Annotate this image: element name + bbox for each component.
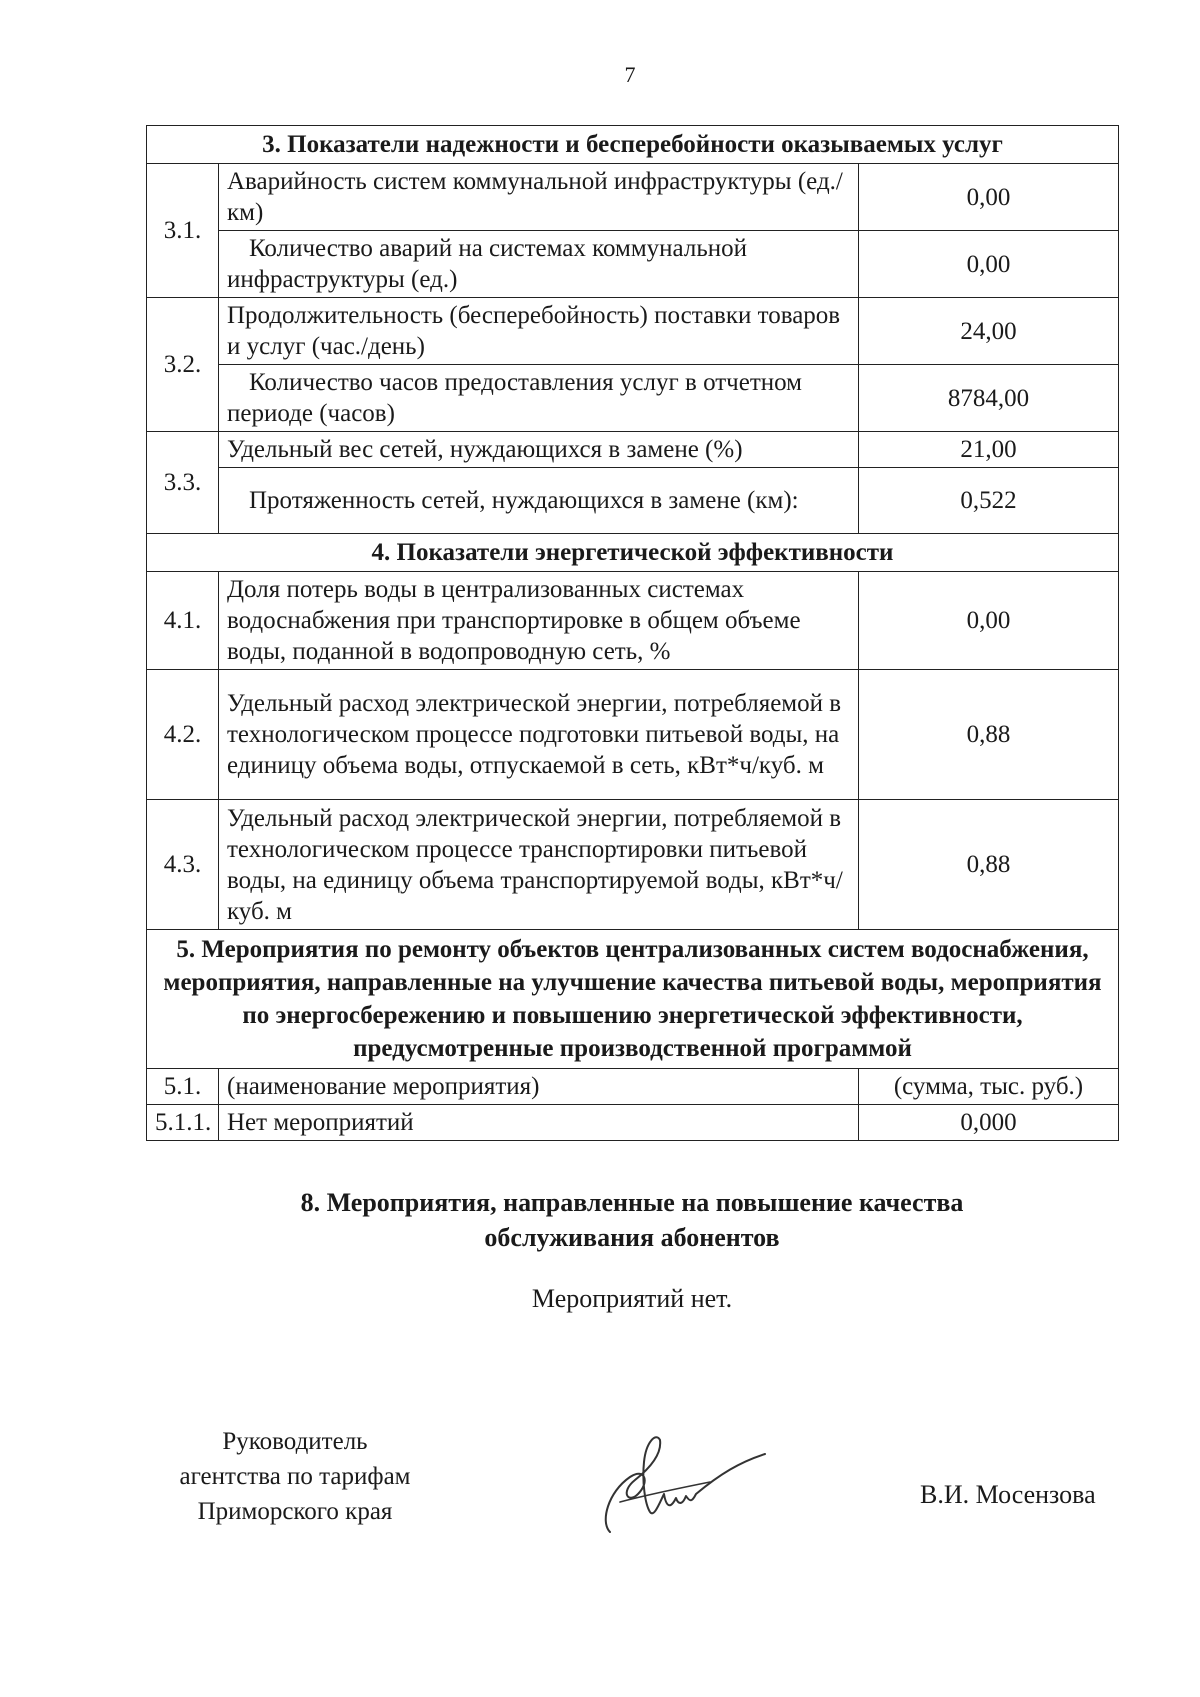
row-number: 5.1. bbox=[147, 1069, 219, 1105]
section-8-title bbox=[146, 1185, 1118, 1255]
table-row bbox=[147, 1105, 1119, 1141]
handwritten-signature bbox=[590, 1432, 770, 1542]
row-label: Доля потерь воды в централизованных системах водоснабжения при транспортировке в общем объеме воды, поданной в водопроводную сеть, % bbox=[219, 572, 859, 670]
table-row bbox=[147, 231, 1119, 298]
section-8-title-line: 8. Мероприятия, направленные на повышение качества bbox=[300, 1188, 964, 1217]
row-value: (сумма, тыс. руб.) bbox=[859, 1069, 1119, 1105]
row-value: 0,00 bbox=[859, 164, 1119, 231]
row-number: 3.2. bbox=[147, 298, 219, 432]
table-row bbox=[147, 670, 1119, 800]
row-number: 4.3. bbox=[147, 800, 219, 930]
row-label: Удельный расход электрической энергии, потребляемой в технологическом процессе подготовки питьевой воды, на единицу объема воды, отпускаемой в сеть, кВт*ч/куб. м bbox=[219, 670, 859, 800]
row-value: 0,88 bbox=[859, 670, 1119, 800]
indicators-table bbox=[146, 125, 1119, 1141]
row-value: 8784,00 bbox=[859, 365, 1119, 432]
row-number: 3.3. bbox=[147, 432, 219, 534]
row-value: 0,522 bbox=[859, 468, 1119, 534]
section-3-header bbox=[147, 126, 1119, 164]
section-8-note: Мероприятий нет. bbox=[531, 1284, 733, 1313]
signatory-position-line: Руководитель bbox=[222, 1428, 368, 1455]
table-row bbox=[147, 800, 1119, 930]
section-3-title: 3. Показатели надежности и бесперебойности оказываемых услуг bbox=[147, 126, 1119, 164]
row-number: 4.1. bbox=[147, 572, 219, 670]
row-label: Нет мероприятий bbox=[219, 1105, 859, 1141]
row-number: 3.1. bbox=[147, 164, 219, 298]
row-value: 0,88 bbox=[859, 800, 1119, 930]
signatory-position-line: Приморского края bbox=[197, 1498, 393, 1525]
row-label: Удельный расход электрической энергии, потребляемой в технологическом процессе транспортировки питьевой воды, на единицу объема транспортируемой воды, кВт*ч/куб. м bbox=[219, 800, 859, 930]
table-row bbox=[147, 572, 1119, 670]
row-number: 5.1.1. bbox=[147, 1105, 219, 1141]
section-8-title-line: обслуживания абонентов bbox=[484, 1223, 780, 1252]
table-row bbox=[147, 468, 1119, 534]
row-label: Удельный вес сетей, нуждающихся в замене (%) bbox=[219, 432, 859, 468]
row-label: (наименование мероприятия) bbox=[219, 1069, 859, 1105]
table-row bbox=[147, 365, 1119, 432]
table-row bbox=[147, 1069, 1119, 1105]
table-row bbox=[147, 298, 1119, 365]
signatory-position bbox=[130, 1424, 460, 1529]
section-5-header bbox=[147, 930, 1119, 1069]
row-number: 4.2. bbox=[147, 670, 219, 800]
row-label: Протяженность сетей, нуждающихся в замене (км): bbox=[219, 468, 859, 534]
row-value: 0,00 bbox=[859, 231, 1119, 298]
row-label: Количество часов предоставления услуг в отчетном периоде (часов) bbox=[219, 365, 859, 432]
page-number: 7 bbox=[624, 62, 636, 87]
table-row bbox=[147, 432, 1119, 468]
section-4-title: 4. Показатели энергетической эффективности bbox=[147, 534, 1119, 572]
row-label: Аварийность систем коммунальной инфраструктуры (ед./км) bbox=[219, 164, 859, 231]
row-value: 24,00 bbox=[859, 298, 1119, 365]
row-value: 0,00 bbox=[859, 572, 1119, 670]
table-row bbox=[147, 164, 1119, 231]
signatory-name: В.И. Мосензова bbox=[920, 1480, 1096, 1509]
row-value: 21,00 bbox=[859, 432, 1119, 468]
section-5-title: 5. Мероприятия по ремонту объектов централизованных систем водоснабжения, мероприятия, направленные на улучшение качества питьевой воды, мероприятия по энергосбережению и повышению энергетической эффективности, предусмотренные производственной программой bbox=[147, 930, 1119, 1069]
row-label: Продолжительность (бесперебойность) поставки товаров и услуг (час./день) bbox=[219, 298, 859, 365]
row-label: Количество аварий на системах коммунальной инфраструктуры (ед.) bbox=[219, 231, 859, 298]
signatory-position-line: агентства по тарифам bbox=[179, 1463, 411, 1490]
section-4-header bbox=[147, 534, 1119, 572]
row-value: 0,000 bbox=[859, 1105, 1119, 1141]
